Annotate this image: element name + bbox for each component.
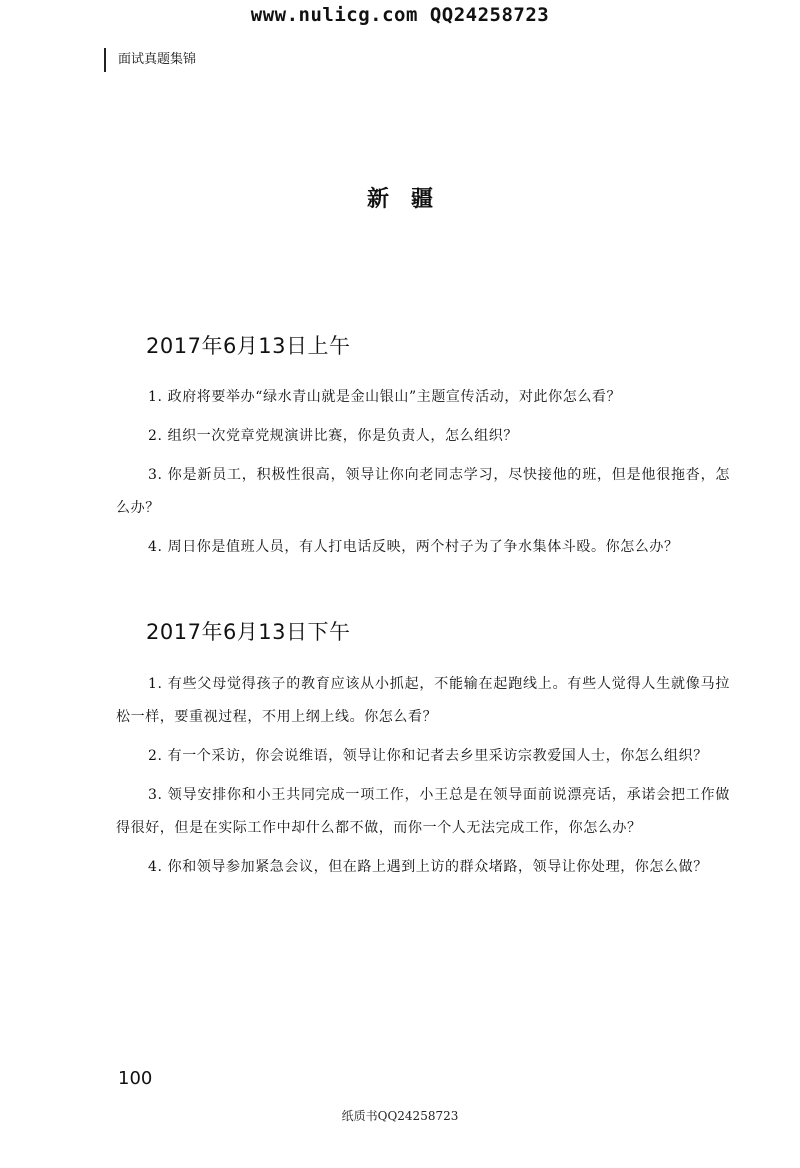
footer-note: 纸质书QQ24258723 bbox=[341, 1109, 459, 1123]
question-item: 3. 你是新员工，积极性很高，领导让你向老同志学习，尽快接他的班，但是他很拖沓，怎么办？ bbox=[116, 467, 730, 516]
section-heading-afternoon: 2017年6月13日下午 bbox=[146, 620, 351, 644]
page-number: 100 bbox=[118, 1068, 153, 1089]
question-item: 2. 组织一次党章党规演讲比赛，你是负责人，怎么组织？ bbox=[148, 428, 519, 444]
running-head: 面试真题集锦 bbox=[104, 48, 196, 72]
question-item: 4. 你和领导参加紧急会议，但在路上遇到上访的群众堵路，领导让你处理，你怎么做？ bbox=[148, 859, 708, 875]
question-list-morning bbox=[116, 381, 730, 570]
section-heading-morning: 2017年6月13日上午 bbox=[146, 334, 351, 358]
watermark-header: www.nulicg.com QQ24258723 bbox=[250, 4, 550, 26]
question-list-afternoon bbox=[116, 668, 730, 890]
question-item: 1. 有些父母觉得孩子的教育应该从小抓起，不能输在起跑线上。有些人觉得人生就像马拉松一样，要重视过程，不用上纲上线。你怎么看？ bbox=[116, 676, 730, 725]
question-item: 3. 领导安排你和小王共同完成一项工作，小王总是在领导面前说漂亮话，承诺会把工作做得很好，但是在实际工作中却什么都不做，而你一个人无法完成工作，你怎么办？ bbox=[116, 787, 730, 836]
chapter-title: 新疆 bbox=[366, 187, 455, 212]
question-item: 1. 政府将要举办“绿水青山就是金山银山”主题宣传活动，对此你怎么看？ bbox=[148, 389, 622, 405]
question-item: 4. 周日你是值班人员，有人打电话反映，两个村子为了争水集体斗殴。你怎么办？ bbox=[148, 539, 679, 555]
question-item: 2. 有一个采访，你会说维语，领导让你和记者去乡里采访宗教爱国人士，你怎么组织？ bbox=[148, 748, 708, 764]
